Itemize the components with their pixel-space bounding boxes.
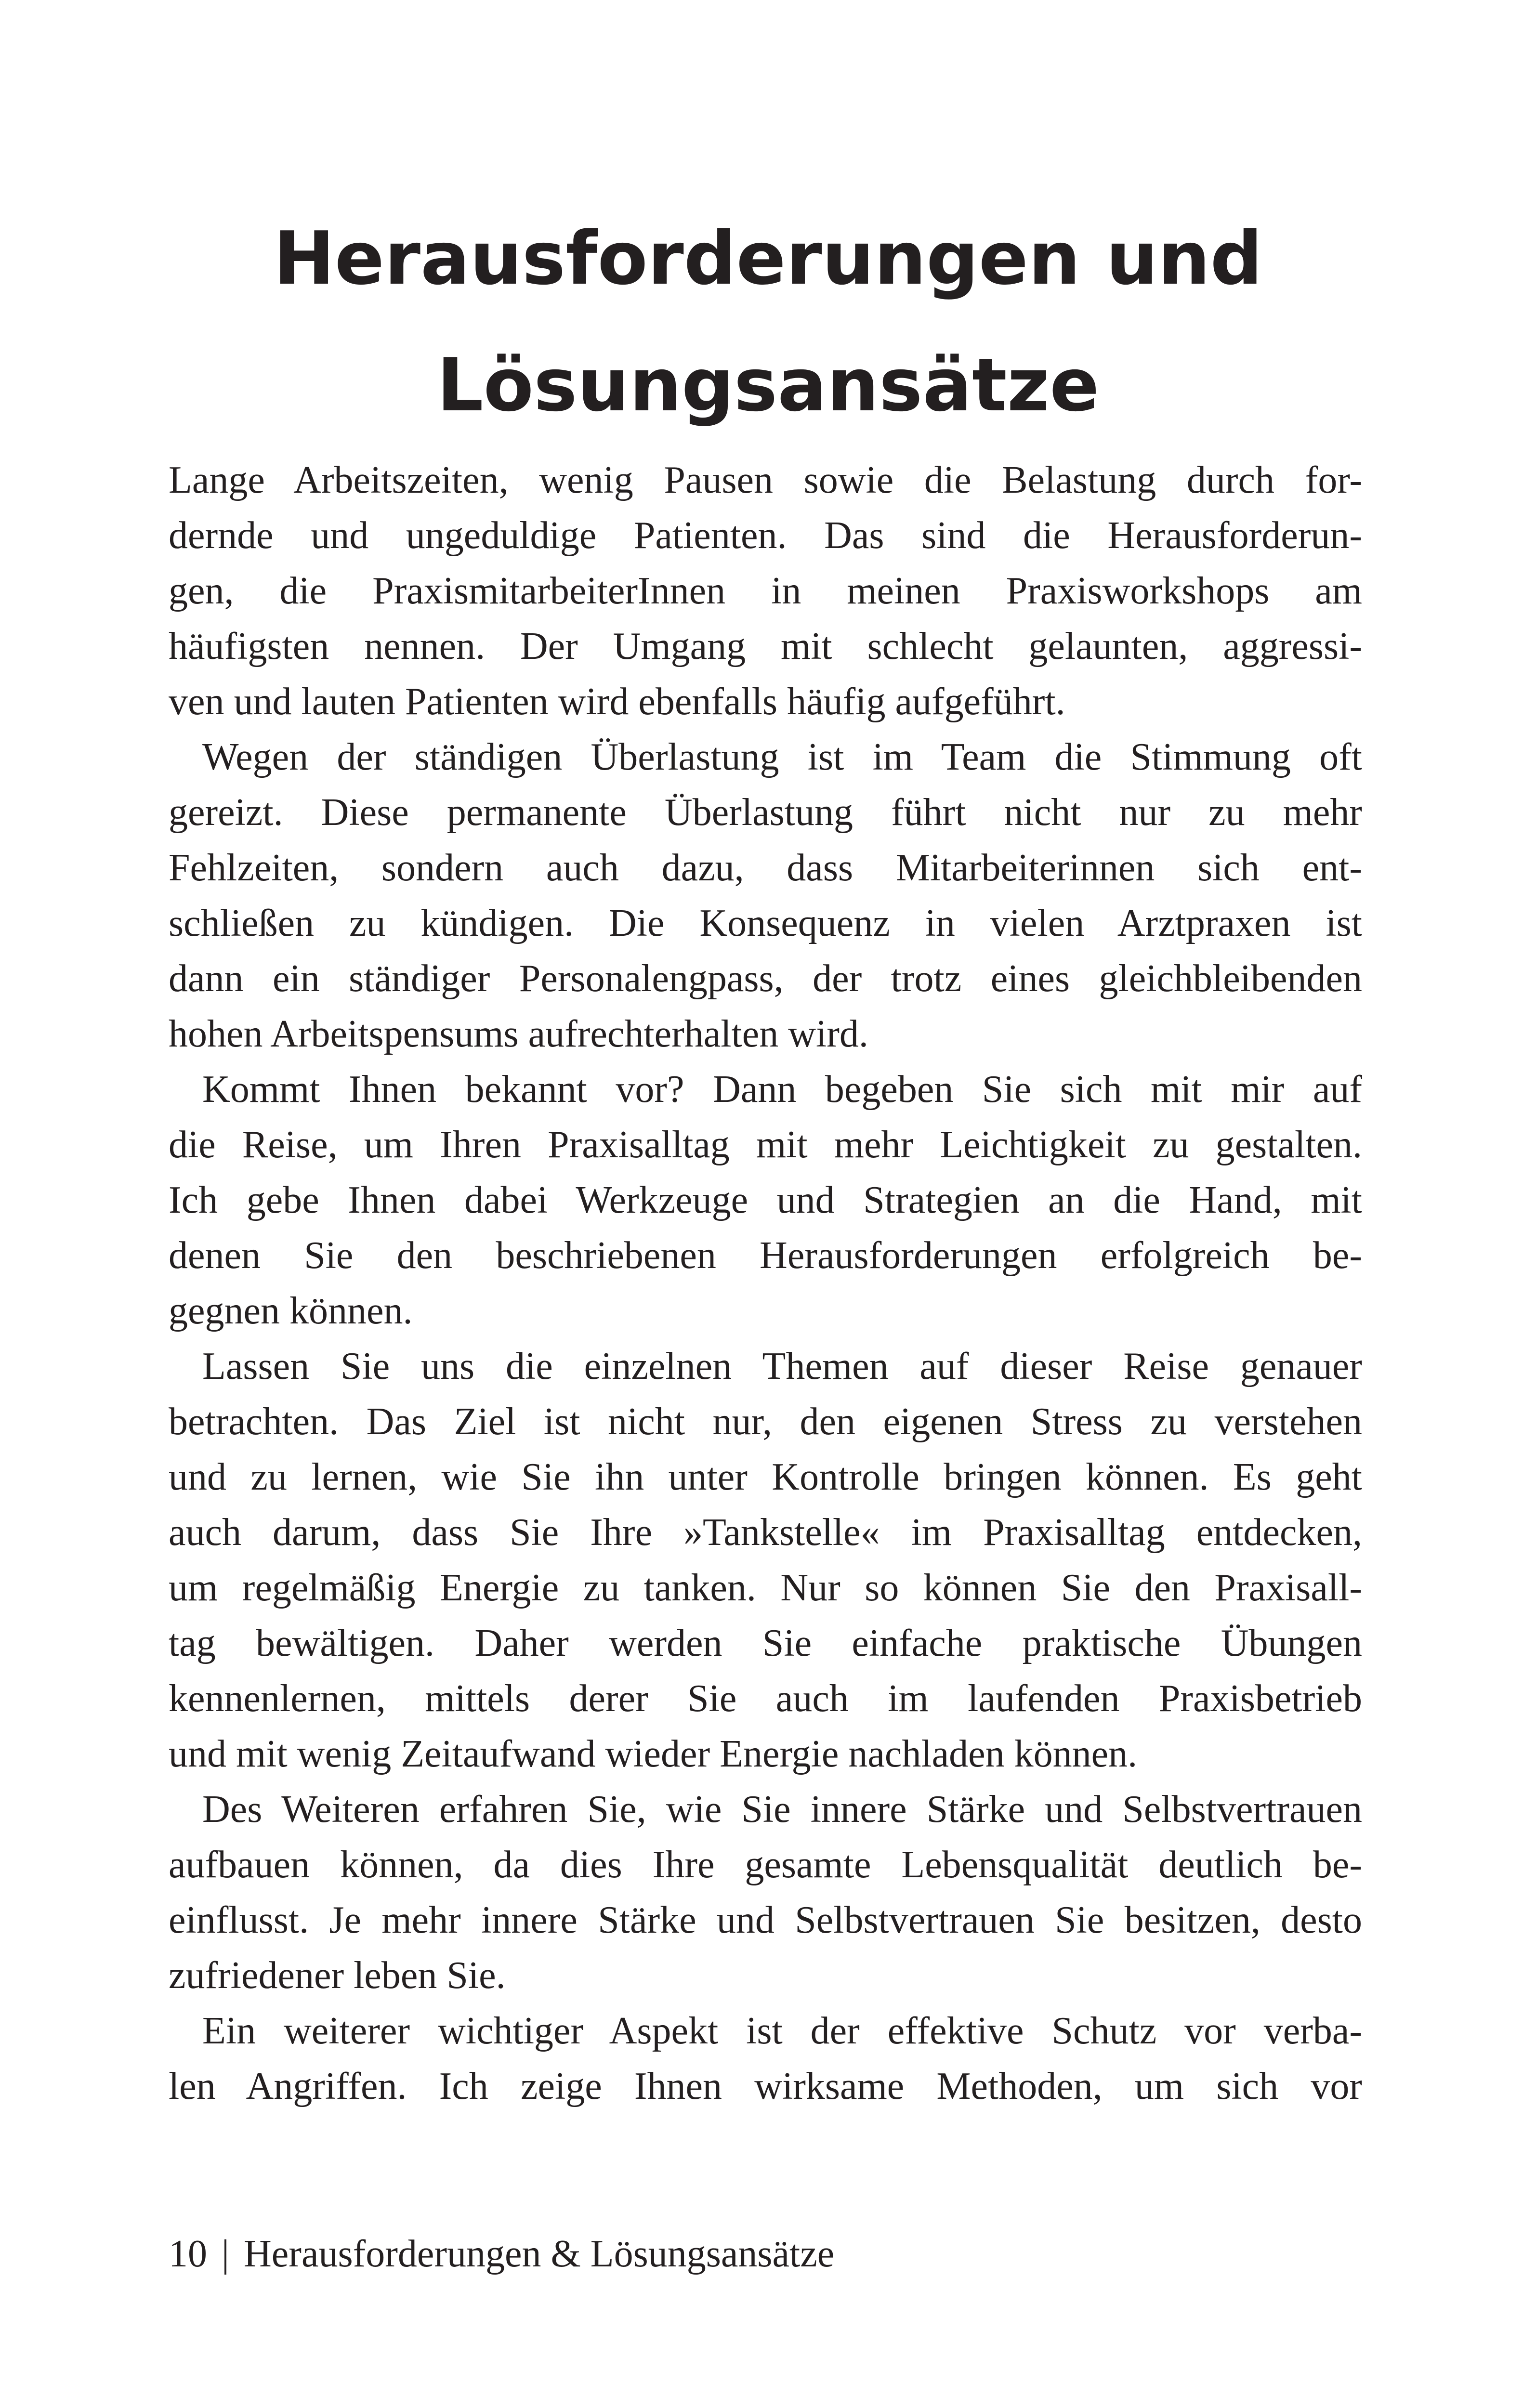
chapter-title	[0, 195, 1536, 448]
text-line: tag bewältigen. Daher werden Sie einfache praktische Übungen	[169, 1622, 1362, 1664]
text-line: aufbauen können, da dies Ihre gesamte Lebensqualität deutlich be-	[169, 1844, 1362, 1886]
text-line: schließen zu kündigen. Die Konsequenz in vielen Arztpraxen ist	[169, 902, 1362, 944]
paragraph-4	[169, 1339, 1362, 1782]
text-line: um regelmäßig Energie zu tanken. Nur so können Sie den Praxisall-	[169, 1567, 1362, 1609]
text-line: einflusst. Je mehr innere Stärke und Selbstvertrauen Sie besitzen, desto	[169, 1899, 1362, 1941]
page-number: 10	[169, 2233, 207, 2275]
text-line: Wegen der ständigen Überlastung ist im Team die Stimmung oft	[202, 736, 1362, 778]
running-title: Herausforderungen & Lösungsansätze	[244, 2233, 835, 2275]
text-line: denen Sie den beschriebenen Herausforderungen erfolgreich be-	[169, 1234, 1362, 1277]
text-line: zufriedener leben Sie.	[169, 1954, 506, 1997]
text-line: auch darum, dass Sie Ihre »Tankstelle« im Praxisalltag entdecken,	[169, 1511, 1362, 1554]
text-line: Lassen Sie uns die einzelnen Themen auf dieser Reise genauer	[202, 1345, 1362, 1387]
text-line: und mit wenig Zeitaufwand wieder Energie nachladen können.	[169, 1733, 1138, 1775]
text-line: betrachten. Das Ziel ist nicht nur, den eigenen Stress zu verstehen	[169, 1400, 1362, 1443]
text-line: Fehlzeiten, sondern auch dazu, dass Mitarbeiterinnen sich ent-	[169, 847, 1362, 889]
text-line: Ich gebe Ihnen dabei Werkzeuge und Strategien an die Hand, mit	[169, 1179, 1362, 1221]
paragraph-5	[169, 1782, 1362, 2003]
text-line: gen, die PraxismitarbeiterInnen in meinen Praxisworkshops am	[169, 570, 1362, 612]
text-line: kennenlernen, mittels derer Sie auch im laufenden Praxisbetrieb	[169, 1677, 1362, 1720]
text-line: gegnen können.	[169, 1290, 413, 1332]
text-line: Ein weiterer wichtiger Aspekt ist der effektive Schutz vor verba-	[202, 2010, 1362, 2052]
text-line: Lange Arbeitszeiten, wenig Pausen sowie die Belastung durch for-	[169, 459, 1362, 501]
page-footer	[169, 2227, 834, 2280]
paragraph-6	[169, 2003, 1362, 2114]
text-line: und zu lernen, wie Sie ihn unter Kontrolle bringen können. Es geht	[169, 1456, 1362, 1498]
text-line: Des Weiteren erfahren Sie, wie Sie innere Stärke und Selbstvertrauen	[202, 1788, 1362, 1831]
paragraph-2	[169, 730, 1362, 1062]
chapter-title-line-1: Herausforderungen und	[273, 216, 1263, 301]
text-line: die Reise, um Ihren Praxisalltag mit mehr Leichtigkeit zu gestalten.	[169, 1124, 1362, 1166]
paragraph-1	[169, 453, 1362, 730]
text-line: häufigsten nennen. Der Umgang mit schlecht gelaunten, aggressi-	[169, 625, 1362, 667]
text-line: gereizt. Diese permanente Überlastung führt nicht nur zu mehr	[169, 791, 1362, 834]
text-line: hohen Arbeitspensums aufrechterhalten wird.	[169, 1013, 868, 1055]
paragraph-3	[169, 1062, 1362, 1339]
text-line: Kommt Ihnen bekannt vor? Dann begeben Sie sich mit mir auf	[202, 1068, 1362, 1111]
footer-separator: |	[222, 2233, 230, 2275]
text-line: dernde und ungeduldige Patienten. Das sind die Herausforderun-	[169, 514, 1362, 557]
text-line: len Angriffen. Ich zeige Ihnen wirksame Methoden, um sich vor	[169, 2065, 1362, 2107]
chapter-title-line-2: Lösungsansätze	[436, 342, 1100, 428]
text-line: ven und lauten Patienten wird ebenfalls häufig aufgeführt.	[169, 681, 1065, 723]
text-line: dann ein ständiger Personalengpass, der trotz eines gleichbleibenden	[169, 957, 1362, 1000]
body-text	[169, 453, 1362, 2114]
